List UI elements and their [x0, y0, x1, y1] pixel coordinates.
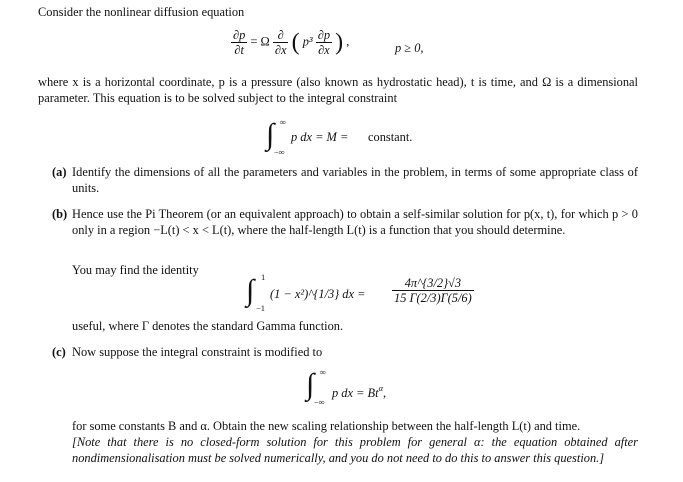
lhs-denominator: ∂t	[234, 43, 244, 57]
identity-upper-limit: 1	[261, 272, 266, 282]
positivity-condition: p ≥ 0,	[395, 41, 424, 55]
identity-intro: You may find the identity	[72, 263, 199, 277]
lhs-numerator: ∂p	[233, 28, 246, 42]
part-a	[52, 164, 638, 195]
part-a-label: (a)	[52, 165, 67, 179]
upper-limit: ∞	[280, 117, 287, 127]
where-paragraph: where x is a horizontal coordinate, p is a pressure (also known as hydrostatic head), t is time, and Ω is a dimensional parameter. This equation is to be solved subject to the integral constraint	[38, 75, 638, 105]
modified-constraint	[306, 366, 436, 406]
p-cubed: p³	[302, 34, 313, 49]
part-c	[52, 344, 638, 360]
diffusion-equation	[231, 28, 349, 57]
modified-integral-sign: ∫	[306, 368, 315, 401]
constraint-constant: constant.	[368, 130, 413, 144]
identity-integrand: (1 − x²)^{1/3} dx =	[270, 287, 366, 301]
inner-numerator: ∂p	[317, 28, 331, 42]
operator-numerator: ∂	[273, 28, 289, 43]
modified-integrand-main: p dx = Bt	[332, 386, 379, 400]
paren-close: )	[335, 29, 344, 56]
integral-sign: ∫	[266, 118, 275, 151]
modified-comma: ,	[383, 386, 387, 400]
integral-constraint	[266, 118, 426, 156]
modified-integrand	[332, 380, 386, 401]
lhs-fraction	[231, 28, 247, 57]
gamma-identity	[246, 270, 476, 316]
useful-text: useful, where Γ denotes the standard Gamma function.	[72, 319, 344, 333]
inner-denominator: ∂x	[318, 43, 330, 57]
operator-denominator: ∂x	[274, 43, 287, 57]
operator-fraction	[273, 28, 289, 57]
part-c-label: (c)	[52, 345, 66, 359]
identity-rhs-denominator: 15 Γ(2/3)Γ(5/6)	[394, 291, 472, 305]
part-c-text2: for some constants B and α. Obtain the new scaling relationship between the half-length L(t) and time.	[72, 419, 581, 433]
identity-lower-limit: −1	[256, 303, 266, 313]
lower-limit: −∞	[274, 147, 285, 157]
constraint-integrand: p dx = M =	[291, 130, 349, 144]
identity-rhs-numerator: 4π^{3/2}√3	[392, 276, 474, 291]
part-b	[52, 206, 638, 237]
equals-omega: = Ω	[250, 34, 270, 49]
intro-text: Consider the nonlinear diffusion equation	[38, 5, 245, 19]
part-b-label: (b)	[52, 207, 68, 221]
modified-upper-limit: ∞	[320, 367, 327, 377]
part-b-text: Hence use the Pi Theorem (or an equivalent approach) to obtain a self-similar solution for p(x, t), for which p > 0 only in a region −L(t) < x < L(t), where the half-length L(t) is a function that you should determine.	[72, 207, 638, 237]
part-a-text: Identify the dimensions of all the parameters and variables in the problem, in terms of some appropriate class of units.	[72, 165, 638, 195]
identity-integral-sign: ∫	[246, 274, 255, 307]
inner-fraction	[316, 28, 332, 57]
modified-exponent: α	[378, 383, 384, 393]
part-c-note: [Note that there is no closed-form solution for this problem for general α: the equation obtained after nondimensionalisation must be solved numerically, and you do not need to do this to answer this question.]	[72, 435, 638, 465]
part-c-text: Now suppose the integral constraint is modified to	[72, 345, 323, 359]
paren-open: (	[291, 29, 300, 56]
identity-rhs	[392, 276, 474, 305]
equation-comma: ,	[346, 34, 350, 49]
modified-lower-limit: −∞	[314, 397, 325, 407]
